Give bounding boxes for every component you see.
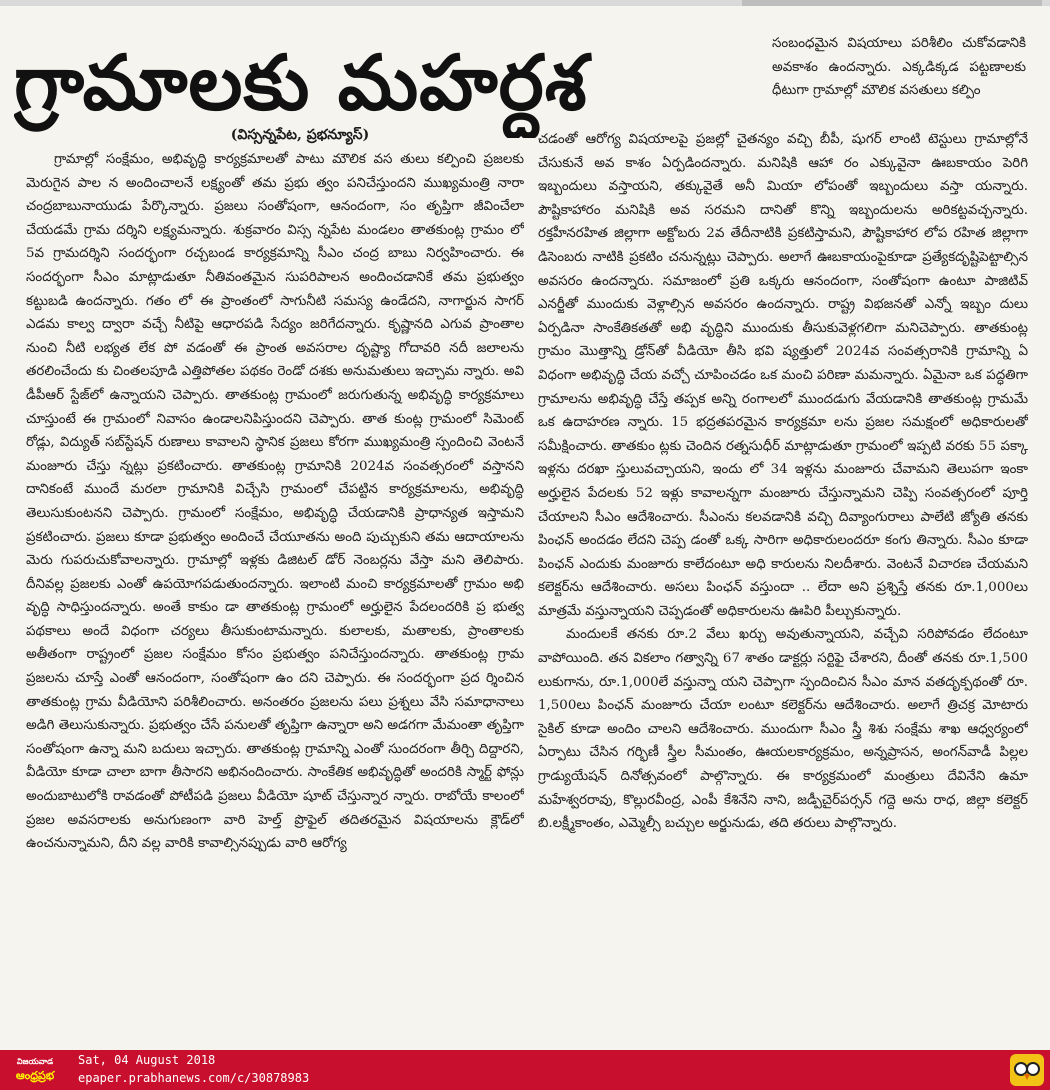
article-headline: గ్రామాలకు మహర్దశ xyxy=(14,38,588,127)
article-column-right xyxy=(538,128,1028,1028)
top-toolbar-strip xyxy=(0,0,1050,6)
logo-city: విజయవాడ xyxy=(16,1057,54,1066)
article-paragraph: సంబంధమైన విషయాలు పరిశీలిం చుకోవడానికి అవకాశం ఉందన్నారు. ఎక్కడిక్కడ పట్టణాలకు ధీటుగా గ్రామాల్లో మౌలిక వసతులు కల్పిం xyxy=(772,36,1026,99)
article-paragraph: చడంతో ఆరోగ్య విషయాలపై ప్రజల్లో చైతన్యం వచ్చి బీపీ, షుగర్ లాంటి టెస్టులు గ్రామాల్లోనే చేసుకునే అవ కాశం ఏర్పడిందన్నారు. మనిషికి ఆహా రం ఎక్కువైనా ఊబకాయం పెరిగి ఇబ్బందులు వస్తాయని, తక్కువైతే అనీ మియా లోపంతో ఇబ్బందులు వస్తా యన్నారు. పౌష్టికాహారం మనిషికి అవ సరమని దానితో కొన్ని ఇబ్బందులను అరికట్టవచ్చన్నారు. రక్తహీనరహిత జిల్లాగా అక్టోబరు 2వ తేదీనాటికి ప్రకటిస్తామని, పౌష్టికాహార లోప రహిత జిల్లాగా డిసెంబరు నాటికి ప్రకటిం చనున్నట్లు చెప్పారు. అలాగే ఊబకాయంపైకూడా ప్రత్యేకదృష్టిపెట్టాల్సిన అవసరం ఉందన్నారు. సమాజంలో ప్రతి ఒక్కరు ఆనందంగా, సంతోషంగా ఉంటూ పాజిటివ్ ఎనర్జీతో ముందుకు వెళ్లాల్సిన అవసరం ఉందన్నారు. రాష్ట్ర విభజనతో ఎన్నో ఇబ్బం దులు ఏర్పడినా సాంకేతికతతో అభి వృద్ధిని ముందుకు తీసుకువెళ్లగలిగా మనిచెప్పారు. తాతకుంట్ల గ్రామం మొత్తాన్ని డ్రోన్‌తో వీడియో తీసి భవి ష్యత్తులో 2024వ సంవత్సరానికి గ్రామాన్ని ఏ విధంగా అభివృద్ధి చేయ వచ్చో చూపించడం ఒక మంచి పరిణా మమన్నారు. ఏమైనా ఒక పద్ధతిగా గ్రామాలను అభివృద్ధి చేస్తే తప్పక అన్ని రంగాలలో ముందడుగు వేయడానికి తాతకుంట్ల గ్రామమే ఒక ఉదాహరణ న్నారు. 15 భద్రతపరమైన కార్యక్రమా లను ప్రజల సమక్షంలో అధికారులతో సమీక్షించారు. తాతకుం ట్లకు చెందిన రత్నసుధీర్ మాట్లాడుతూ గ్రామంలో ఇప్పటి వరకు 55 పక్కా ఇళ్లను దరఖా స్తులువచ్చాయని, ఇందు లో 34 ఇళ్లను మంజూరు చేవామని తెలుపగా ఇంకా అర్హులైన పేదలకు 52 ఇళ్లు కావాలన్నగా మంజూరు చేస్తున్నామని చెప్పి సంవత్సరంలో పూర్తి చేయాలని సీఎం ఆదేశించారు. సీఎంను కలవడానికి వచ్చి దివ్యాంగురాలు పాలేటి జ్యోతి తనకు పింఛన్ అందడం లేదని చెప్ప డంతో ఒక్క సారిగా అధికారులందరూ కంగు తిన్నారు. సీఎం కూడా పింఛన్ ఎందుకు మంజూరు కాలేదంటూ అధి కారులను నిలదీశారు. వెంటనే విచారణ చేయమని కలెక్టర్‌ను ఆదేశించారు. అసలు పింఛన్ వస్తుందా .. లేదా అని ప్రశ్నిస్తే తనకు రూ.1,000లు మాత్రమే వస్తున్నాయని చెప్పడంతో అధికారులను ఊపిరి పీల్చుకున్నారు. xyxy=(538,132,1028,619)
article-column-right-top xyxy=(772,32,1026,128)
owl-icon xyxy=(1010,1054,1044,1086)
newspaper-logo[interactable] xyxy=(8,1055,62,1085)
article-paragraph: మందులకే తనకు రూ.2 వేలు ఖర్చు అవుతున్నాయని, వచ్చేవి సరిపోవడం లేదంటూ వాపోయింది. తన వికలాం గత్వాన్ని 67 శాతం డాక్టర్లు సర్టిఫై చేశారని, దీంతో తనకు రూ.1,500 లుకుగాను, రూ.1,000లే వస్తున్నా యని చెప్పాగా స్పందించిన సీఎం మాన వతదృక్పథంతో రూ. 1,500లు పింఛన్ మంజూరు చేయా లంటూ కలెక్టర్‌ను ఆదేశించారు. అలాగే త్రిచక్ర మోటారు సైకిల్ కూడా అందిం చాలని ఆదేశించారు. ముందుగా సీఎం స్త్రీ శిశు సంక్షేమ శాఖ ఆధ్వర్యంలో ఏర్పాటు చేసిన గర్భిణీ స్త్రీల సీమంతం, ఊయలకార్యక్రమం, అన్నప్రాసన, అంగన్‌వాడీ పిల్లల గ్రాడ్యుయేషన్ దినోత్సవంలో పాల్గొన్నారు. ఈ కార్యక్రమంలో మంత్రులు దేవినేని ఉమా మహేశ్వరరావు, కొల్లురవీంద్ర, ఎంపీ కేశినేని నాని, జడ్పీచైర్‌పర్సన్ గద్దె అను రాధ, జిల్లా కలెక్టర్ బి.లక్ష్మీకాంతం, ఎమ్మెల్సీ బచ్చుల అర్జునుడు, తది తరులు పాల్గొన్నారు. xyxy=(538,627,1028,832)
logo-name: ఆంధ్రప్రభ xyxy=(15,1069,55,1082)
toolbar-stub xyxy=(742,0,1042,6)
article-paragraph: గ్రామాల్లో సంక్షేమం, అభివృద్ధి కార్యక్రమాలతో పాటు మౌలిక వస తులు కల్పించి ప్రజలకు మెరుగైన పాల న అందించాలనే లక్ష్యంతో తమ ప్రభు త్వం పనిచేస్తుందని ముఖ్యమంత్రి నారా చంద్రబాబునాయుడు పేర్కొన్నారు. ప్రజలు సంతోషంగా, ఆనందంగా, సం తృప్తిగా జీవించేలా చేయడమే గ్రామ దర్శిని లక్ష్యమన్నారు. శుక్రవారం విస్స న్నపేట మండలం తాతకుంట్ల గ్రామం లో 5వ గ్రామదర్శిని సందర్భంగా రచ్చబండ కార్యక్రమాన్ని సీఎం చంద్ర బాబు నిర్వహించారు. ఈ సందర్భంగా సీఎం మాట్లాడుతూ నీతివంతమైన సుపరిపాలన అందించడానికే తమ ప్రభుత్వం కట్టుబడి ఉందన్నారు. గతం లో ఈ ప్రాంతంలో సాగునీటి సమస్య ఉండేదని, నాగార్జున సాగర్ ఎడమ కాల్వ ద్వారా వచ్చే నీటిపై ఆధారపడి సేద్యం జరిగేదన్నారు. కృష్ణానది ఎగువ ప్రాంతాల నుంచి నీటి లభ్యత లేక పో వడంతో ఈ ప్రాంత అవసరాల దృష్ట్యా గోదావరి నదీ జలాలను తరలించేందు కు చింతలపూడి ఎత్తిపోతల పథకం రెండో దశకు అనుమతులు ఇచ్చామ న్నారు. అవి డీపీఆర్ స్టేజ్‌లో ఉన్నాయని చెప్పారు. తాతకుంట్ల గ్రామంలో జరుగుతున్న అభివృద్ధి కార్యక్రమాలు చూస్తుంటే ఈ గ్రామంలో నివాసం ఉండాలనిపిస్తుందని చెప్పారు. తాత కుంట్ల గ్రామంలో సిమెంట్ రోడ్లు, విద్యుత్ సబ్‌స్టేషన్ రుణాలు కావాలని స్థానిక ప్రజలు కోరగా ముఖ్యమంత్రి స్పందించి వెంటనే మంజూరు చేస్తు న్నట్లు ప్రకటించారు. తాతకుంట్ల గ్రామానికి 2024వ సంవత్సరంలో వస్తానని దానికంటే ముందే మరలా గ్రామానికి విచ్చేసి గ్రామంలో చేపట్టిన కార్యక్రమాలను, అభివృద్ధి తెలుసుకుంటనని చెప్పారు. గ్రామంలో సంక్షేమం, అభివృద్ధి చేయడానికి ప్రాధాన్యత ఇస్తామని ప్రకటించారు. ప్రజలు కూడా ప్రభుత్వం అందించే చేయూతను అంది పుచ్చుకుని తమ ఆదాయాలను మెరు గుపరుచుకోవాలన్నారు. గ్రామాల్లో ఇళ్లకు డిజిటల్ డోర్ నెంబర్లను వేస్తా మని తెలిపారు. దీనివల్ల ప్రజలకు ఎంతో ఉపయోగపడుతుందన్నారు. ఇలాంటి మంచి కార్యక్రమాలతో గ్రామం అభి వృద్ధి సాధిస్తుందన్నారు. అంతే కాకుం డా తాతకుంట్ల గ్రామంలో అర్హులైన పేదలందరికి ప్ర భుత్వ పథకాలు అందే విధంగా చర్యలు తీసుకుంటామన్నారు. కులాలకు, మతాలకు, ప్రాంతాలకు అతీతంగా రాష్ట్రంలో ప్రజల సంక్షేమం కోసం ప్రభుత్వం పనిచేస్తుందన్నారు. తాతకుంట్ల గ్రామ ప్రజలను చూస్తే ఎంతో ఆనందంగా, సంతోషంగా ఉం దని చెప్పారు. ఈ సందర్భంగా ప్రద ర్శించిన తాతకుంట్ల గ్రామ వీడియోని పరిశీలించారు. అనంతరం ప్రజలను పలు ప్రశ్నలు వేసి సమాధానాలు అడిగి తెలుసుకున్నారు. ప్రభుత్వం చేసే పనులతో తృప్తిగా ఉన్నారా అని అడగగా మేమంతా తృప్తిగా సంతోషంగా ఉన్నా మని బదులు ఇచ్చారు. తాతకుంట్ల గ్రామాన్ని ఎంతో సుందరంగా తీర్చి దిద్దారని, వీడియో కూడా చాలా బాగా తీసారని అభినందించారు. సాంకేతిక అభివృద్ధితో అందరికి స్మార్ట్ ఫోన్లు అందుబాటులోకి రావడంతో పోటీపడి ప్రజలు వీడియో షూట్ చేస్తున్నార న్నారు. రాబోయే కాలంలో ప్రజల అవసరాలకు అనుగుణంగా వారి హెల్త్ ప్రొఫైల్ తదితరమైన విషయాలను క్లౌడ్‌లో ఉంచనున్నామని, దీని వల్ల వారికి కావాల్సినప్పుడు వారి ఆరోగ్య xyxy=(26,152,524,852)
epaper-footer xyxy=(0,1050,1050,1090)
edition-date: Sat, 04 August 2018 xyxy=(78,1053,216,1067)
clip-url[interactable]: epaper.prabhanews.com/c/30878983 xyxy=(78,1071,310,1085)
article-dateline: (విస్సన్నపేట, ప్రభన్యూస్) xyxy=(230,127,370,143)
article-column-left xyxy=(26,148,524,1038)
